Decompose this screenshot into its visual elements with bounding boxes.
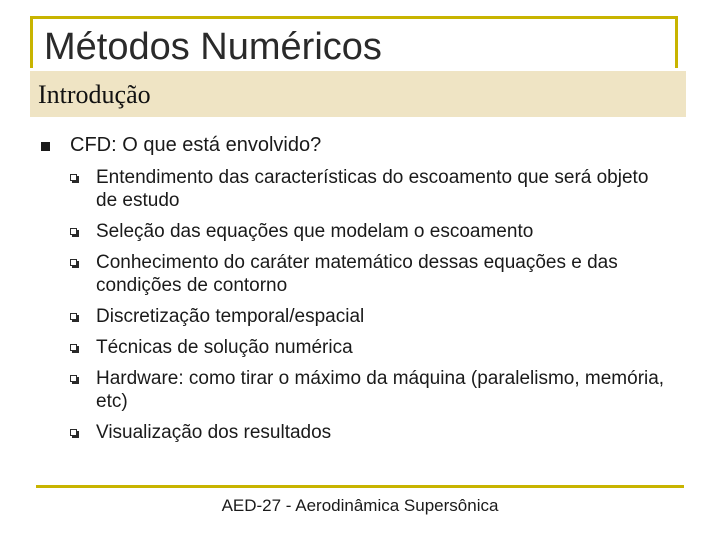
list-item [70, 336, 666, 359]
list-item [70, 166, 666, 212]
main-bullet-text: CFD: O que está envolvido? [70, 134, 322, 156]
list-item-text: Discretização temporal/espacial [96, 306, 365, 327]
list-item [70, 305, 666, 328]
list-item [70, 251, 666, 297]
slide-subtitle: Introdução [38, 80, 151, 109]
hollow-square-bullet-icon [70, 174, 77, 181]
list-item [70, 367, 666, 413]
hollow-square-bullet-icon [70, 375, 77, 382]
list-item [70, 220, 666, 243]
hollow-square-bullet-icon [70, 259, 77, 266]
slide-title: Métodos Numéricos [44, 26, 382, 68]
hollow-square-bullet-icon [70, 429, 77, 436]
list-item-text: Hardware: como tirar o máximo da máquina (paralelismo, memória, etc) [96, 368, 665, 412]
hollow-square-bullet-icon [70, 313, 77, 320]
sub-bullet-list [70, 166, 670, 444]
list-item-text: Visualização dos resultados [96, 422, 332, 443]
slide-footer: AED-27 - Aerodinâmica Supersônica [221, 496, 499, 515]
list-item [70, 421, 666, 444]
square-bullet-icon [41, 142, 50, 151]
title-frame-left [30, 16, 33, 68]
hollow-square-bullet-icon [70, 344, 77, 351]
list-item-text: Seleção das equações que modelam o escoamento [96, 221, 534, 242]
list-item-text: Técnicas de solução numérica [96, 337, 353, 358]
list-item-text: Conhecimento do caráter matemático dessas equações e das condições de contorno [96, 252, 618, 296]
hollow-square-bullet-icon [70, 228, 77, 235]
footer-divider [36, 485, 684, 488]
list-item-text: Entendimento das características do escoamento que será objeto de estudo [96, 167, 649, 211]
title-frame-top [30, 16, 678, 19]
title-frame-right [675, 16, 678, 68]
